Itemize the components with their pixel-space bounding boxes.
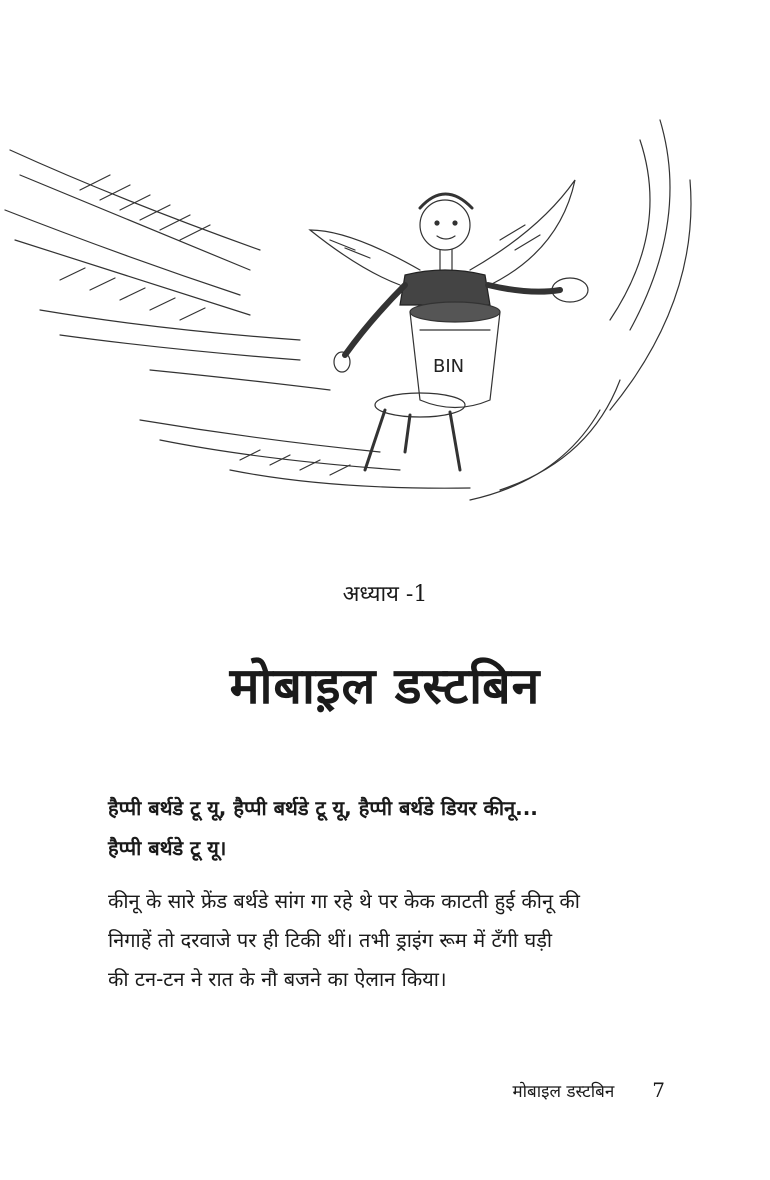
chapter-title: मोबाइ़ल डस्टबिन: [229, 657, 541, 715]
birthday-song: [108, 788, 678, 868]
page-number: 7: [652, 1078, 665, 1102]
paragraph-line: कीनू के सारे फ्रेंड बर्थडे सांग गा रहे थे पर केक काटती हुई कीनू की: [108, 889, 580, 913]
chapter-illustration: [0, 80, 720, 550]
running-title: मोबाइल डस्टबिन: [512, 1082, 615, 1102]
chapter-number: अध्याय -1: [342, 582, 428, 607]
body-paragraph: [108, 882, 678, 999]
bin-label: BIN: [433, 356, 465, 377]
page-footer: [512, 1078, 665, 1102]
paragraph-line: की टन-टन ने रात के नौ बजने का ऐलान किया।: [108, 967, 447, 991]
song-line: हैप्पी बर्थडे टू यू।: [108, 836, 227, 860]
song-line: हैप्पी बर्थडे टू यू, हैप्पी बर्थडे टू यू, हैप्पी बर्थडे डियर कीनू...: [108, 796, 538, 820]
robot-bin-sketch: [0, 80, 720, 550]
paragraph-line: निगाहें तो दरवाजे पर ही टिकी थीं। तभी ड्राइंग रूम में टँगी घड़ी: [108, 928, 553, 952]
